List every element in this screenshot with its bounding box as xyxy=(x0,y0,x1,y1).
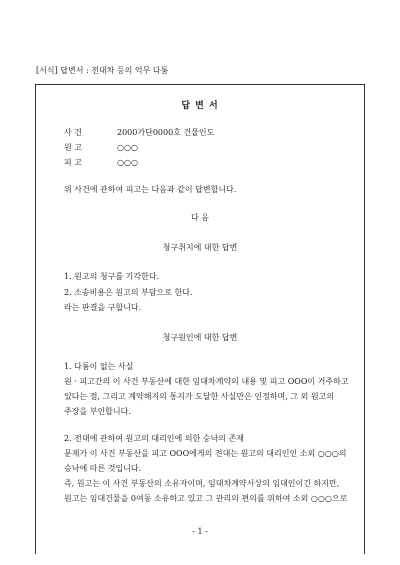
page-number: - 1 - xyxy=(192,527,208,536)
claim-line: 2. 소송비용은 원고의 부담으로 한다. xyxy=(64,288,193,297)
defendant-value: ○○○ xyxy=(117,158,138,167)
paragraph-line: 즉, 원고는 이 사건 부동산의 소유자이며, 임대차계약서상의 임대인이긴 하지만, xyxy=(64,479,340,488)
paragraph-line: 주장을 부인합니다. xyxy=(64,407,131,416)
paragraph-line: 원 · 피고간의 이 사건 부동산에 대한 임대차계약의 내용 및 피고 OOO이 거주하고 xyxy=(64,377,349,386)
claim-line: 1. 원고의 청구를 기각한다. xyxy=(64,272,160,281)
plaintiff-label: 원 고 xyxy=(64,143,82,152)
intro-text: 위 사건에 관하여 피고는 다음과 같이 답변합니다. xyxy=(64,185,237,194)
paragraph-line: 원고는 임대건물을 0여동 소유하고 있고 그 관리의 편의를 위하여 소외 ○○○으로 xyxy=(64,494,348,503)
paragraph-line: 문제가 이 사건 부동산을 피고 OOO에게의 전대는 원고의 대리인인 소외 ○○○의 xyxy=(64,449,347,458)
case-label: 사 건 xyxy=(64,128,82,137)
case-value: 2000가단0000호 건물인도 xyxy=(117,128,215,137)
plaintiff-value: ○○○ xyxy=(117,143,138,152)
document-label: [서식] 답변서 : 전대차 등의 억무 다툼 xyxy=(36,66,169,75)
subsection-heading: 1. 다툼이 없는 사실 xyxy=(64,362,134,371)
document-title: 답 변 서 xyxy=(181,101,219,111)
defendant-label: 피 고 xyxy=(64,158,82,167)
next-heading: 다 음 xyxy=(191,213,209,222)
subsection-heading: 2. 전대에 관하여 원고의 대리인에 의한 승낙의 존재 xyxy=(64,434,244,443)
paragraph-line: 승낙에 따른 것입니다. xyxy=(64,464,142,473)
paragraph-line: 있다는 점, 그리고 계약해지의 통지가 도달한 사실만은 인정하며, 그 외 원고의 xyxy=(64,392,335,401)
section-heading-cause: 청구원인에 대한 답변 xyxy=(162,333,238,342)
section-heading-claim: 청구취지에 대한 답변 xyxy=(162,243,238,252)
claim-line: 라는 판결을 구합니다. xyxy=(64,303,142,312)
